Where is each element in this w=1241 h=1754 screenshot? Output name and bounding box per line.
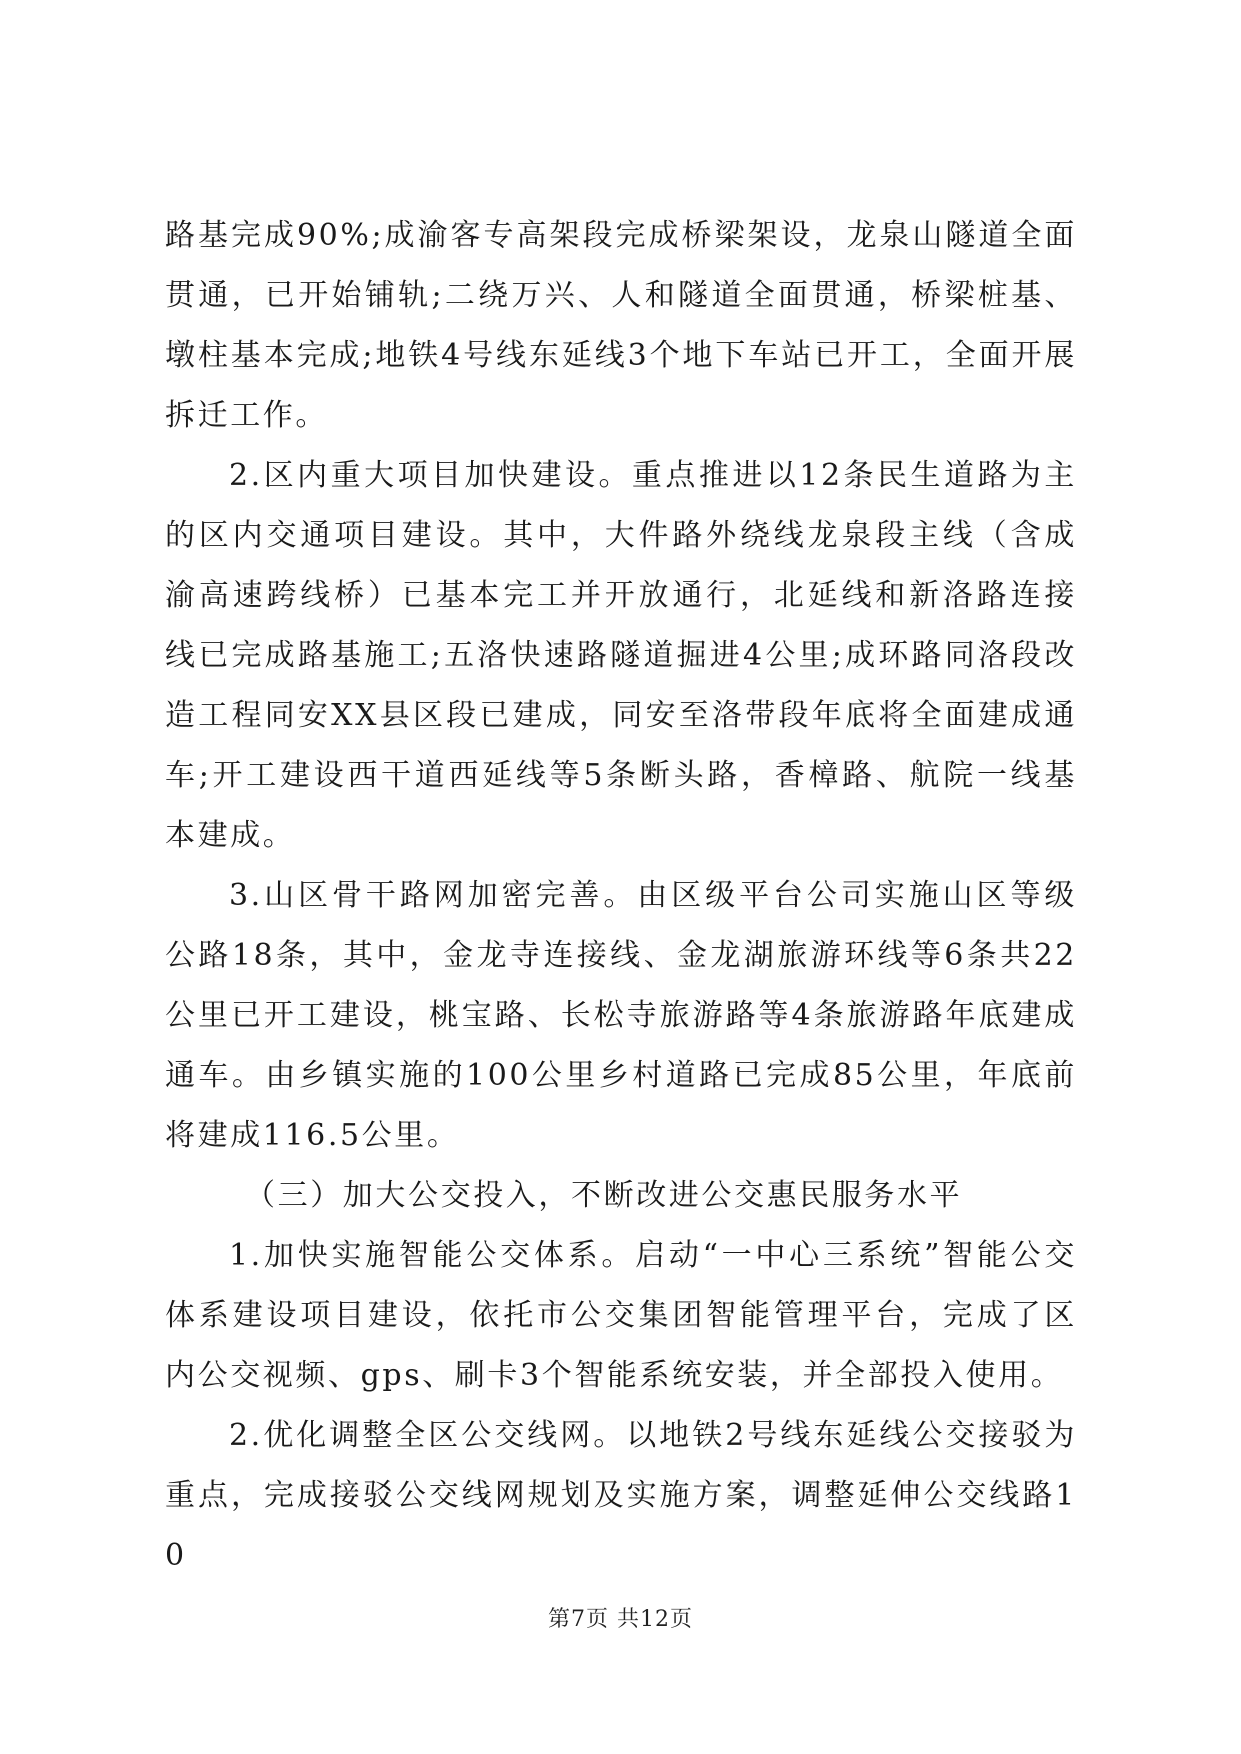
section-heading: （三）加大公交投入，不断改进公交惠民服务水平 — [245, 1178, 963, 1213]
page-footer: 第7页 共12页 — [548, 1607, 693, 1632]
paragraph-mountain-roads: 3.山区骨干路网加密完善。由区级平台公司实施山区等级公路18条，其中，金龙寺连接线、金龙湖旅游环线等6条共22公里已开工建设，桃宝路、长松寺旅游路等4条旅游路年底建成通车。由乡镇实施的100公里乡村道路已完成85公里，年底前将建成116.5公里。 — [165, 878, 1077, 1153]
document-body — [165, 206, 1077, 1586]
paragraph-major-projects: 2.区内重大项目加快建设。重点推进以12条民生道路为主的区内交通项目建设。其中，大件路外绕线龙泉段主线（含成渝高速跨线桥）已基本完工并开放通行，北延线和新洛路连接线已完成路基施工;五洛快速路隧道掘进4公里;成环路同洛段改造工程同安XX县区段已建成，同安至洛带段年底将全面建成通车;开工建设西干道西延线等5条断头路，香樟路、航院一线基本建成。 — [165, 458, 1077, 853]
paragraph-transit-network: 2.优化调整全区公交线网。以地铁2号线东延线公交接驳为重点，完成接驳公交线网规划及实施方案，调整延伸公交线路10 — [165, 1418, 1077, 1573]
paragraph-continued: 路基完成90%;成渝客专高架段完成桥梁架设，龙泉山隧道全面贯通，已开始铺轨;二绕万兴、人和隧道全面贯通，桥梁桩基、墩柱基本完成;地铁4号线东延线3个地下车站已开工，全面开展拆迁工作。 — [165, 218, 1077, 433]
paragraph-smart-transit: 1.加快实施智能公交体系。启动“一中心三系统”智能公交体系建设项目建设，依托市公交集团智能管理平台，完成了区内公交视频、gps、刷卡3个智能系统安装，并全部投入使用。 — [165, 1238, 1077, 1393]
